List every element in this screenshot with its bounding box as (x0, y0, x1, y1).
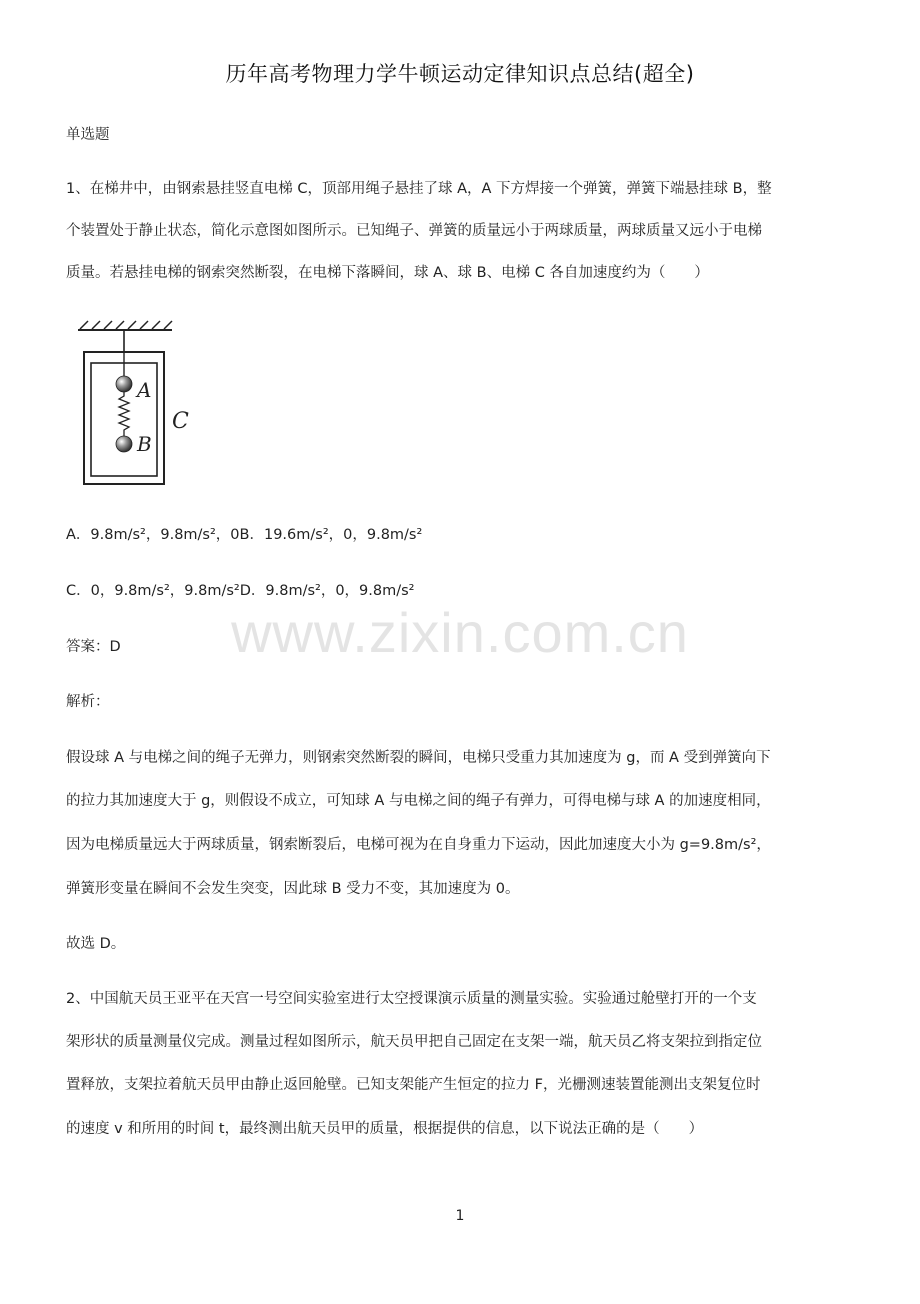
q1-answer: 答案：D (66, 639, 121, 655)
spring (119, 392, 129, 437)
label-b: B (137, 432, 152, 456)
elevator-diagram (72, 318, 202, 494)
q2-text-line-2: 架形状的质量测量仪完成。测量过程如图所示，航天员甲把自己固定在支架一端，航天员乙将支架拉到指定位 (66, 1034, 762, 1050)
ceiling-hatch (80, 321, 172, 329)
q1-analysis-line-4: 弹簧形变量在瞬间不会发生突变，因此球 B 受力不变，其加速度为 0。 (66, 881, 520, 897)
q1-text-line-3: 质量。若悬挂电梯的钢索突然断裂，在电梯下落瞬间，球 A、球 B、电梯 C 各自加速度约为（ ） (66, 265, 709, 281)
q2-text-line-3: 置释放，支架拉着航天员甲由静止返回舱壁。已知支架能产生恒定的拉力 F，光栅测速装置能测出支架复位时 (66, 1077, 761, 1093)
q1-text-line-1: 1、在梯井中，由钢索悬挂竖直电梯 C，顶部用绳子悬挂了球 A，A 下方焊接一个弹簧，弹簧下端悬挂球 B，整 (66, 181, 772, 197)
q1-analysis-line-3: 因为电梯质量远大于两球质量，钢索断裂后，电梯可视为在自身重力下运动，因此加速度大小为 g=9.8m/s²， (66, 837, 771, 853)
q1-options-line-2: C．0，9.8m/s²，9.8m/s²D．9.8m/s²，0，9.8m/s² (66, 583, 415, 599)
label-a: A (137, 378, 152, 402)
q1-analysis-line-1: 假设球 A 与电梯之间的绳子无弹力，则钢索突然断裂的瞬间，电梯只受重力其加速度为 g，而 A 受到弹簧向下 (66, 750, 771, 766)
label-c: C (172, 409, 189, 434)
q1-options-line-1: A．9.8m/s²，9.8m/s²，0B．19.6m/s²，0，9.8m/s² (66, 527, 423, 543)
section-label: 单选题 (66, 127, 110, 143)
q1-analysis-label: 解析： (66, 694, 110, 710)
q2-text-line-1: 2、中国航天员王亚平在天宫一号空间实验室进行太空授课演示质量的测量实验。实验通过舱壁打开的一个支 (66, 991, 757, 1007)
q1-text-line-2: 个装置处于静止状态，简化示意图如图所示。已知绳子、弹簧的质量远小于两球质量，两球质量又远小于电梯 (66, 223, 762, 239)
page-number: 1 (455, 1208, 465, 1224)
q1-conclusion: 故选 D。 (66, 936, 126, 952)
page-title: 历年高考物理力学牛顿运动定律知识点总结(超全) (225, 62, 695, 86)
q2-text-line-4: 的速度 v 和所用的时间 t，最终测出航天员甲的质量，根据提供的信息，以下说法正确的是（ ） (66, 1121, 704, 1137)
ball-b (116, 436, 132, 452)
q1-analysis-line-2: 的拉力其加速度大于 g，则假设不成立，可知球 A 与电梯之间的绳子有弹力，可得电梯与球 A 的加速度相同， (66, 793, 771, 809)
watermark: www.zixin.com.cn (231, 601, 689, 664)
ball-a (116, 376, 132, 392)
